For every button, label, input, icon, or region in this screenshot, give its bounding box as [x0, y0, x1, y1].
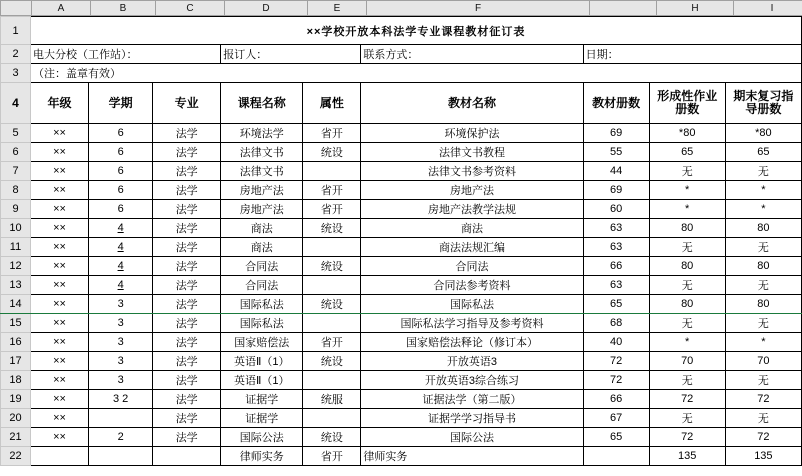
- cell-count[interactable]: 69: [583, 181, 649, 200]
- row-header-21[interactable]: 21: [1, 428, 31, 447]
- cell-count[interactable]: 69: [583, 124, 649, 143]
- cell-course[interactable]: 律师实务: [221, 447, 303, 466]
- cell-book[interactable]: 国际私法学习指导及参考资料: [361, 314, 583, 333]
- cell-book[interactable]: 商法: [361, 219, 583, 238]
- cell-book[interactable]: 房地产法教学法规: [361, 200, 583, 219]
- header-major[interactable]: 专业: [153, 83, 221, 124]
- cell-grade[interactable]: ××: [31, 409, 89, 428]
- header-book[interactable]: 教材名称: [361, 83, 583, 124]
- cell-review[interactable]: *: [725, 200, 801, 219]
- cell-course[interactable]: 商法: [221, 238, 303, 257]
- header-review-guide-count[interactable]: 期末复习指导册数: [725, 83, 801, 124]
- cell-review[interactable]: 72: [725, 428, 801, 447]
- cell-book[interactable]: 商法法规汇编: [361, 238, 583, 257]
- table-row: [1, 371, 802, 390]
- header-term[interactable]: 学期: [89, 83, 153, 124]
- row-header-8[interactable]: 8: [1, 181, 31, 200]
- cell-attribute[interactable]: [303, 162, 361, 181]
- cell-count[interactable]: 63: [583, 238, 649, 257]
- cell-course[interactable]: 商法: [221, 219, 303, 238]
- table-row: [1, 314, 802, 333]
- cell-grade[interactable]: ××: [31, 124, 89, 143]
- cell-course[interactable]: 英语Ⅱ（1）: [221, 371, 303, 390]
- row-header-18[interactable]: 18: [1, 371, 31, 390]
- column-header-d[interactable]: D: [225, 1, 308, 16]
- cell-grade[interactable]: ××: [31, 219, 89, 238]
- column-header-f[interactable]: F: [367, 1, 590, 16]
- cell-count[interactable]: 72: [583, 371, 649, 390]
- cell-major[interactable]: 法学: [153, 219, 221, 238]
- row-header-2[interactable]: 2: [1, 45, 31, 64]
- cell-term[interactable]: 4: [89, 257, 153, 276]
- column-header-e[interactable]: E: [308, 1, 367, 16]
- cell-review[interactable]: 无: [725, 409, 801, 428]
- cell-book[interactable]: 国际公法: [361, 428, 583, 447]
- cell-homework[interactable]: 72: [649, 390, 725, 409]
- cell-attribute[interactable]: [303, 371, 361, 390]
- cell-major[interactable]: 法学: [153, 257, 221, 276]
- cell-attribute[interactable]: [303, 409, 361, 428]
- row-header-17[interactable]: 17: [1, 352, 31, 371]
- cell-book[interactable]: 国际私法: [361, 295, 583, 314]
- row-header-10[interactable]: 10: [1, 219, 31, 238]
- cell-grade[interactable]: ××: [31, 200, 89, 219]
- cell-count[interactable]: 65: [583, 428, 649, 447]
- cell-major[interactable]: 法学: [153, 181, 221, 200]
- cell-book[interactable]: 律师实务: [361, 447, 583, 466]
- cell-major[interactable]: 法学: [153, 352, 221, 371]
- table-row: [1, 143, 802, 162]
- cell-review[interactable]: 72: [725, 390, 801, 409]
- cell-attribute[interactable]: 统服: [303, 390, 361, 409]
- cell-attribute[interactable]: 省开: [303, 200, 361, 219]
- column-header-row: [0, 0, 802, 16]
- column-header-b[interactable]: B: [91, 1, 156, 16]
- cell-course[interactable]: 证据学: [221, 409, 303, 428]
- cell-grade[interactable]: ××: [31, 371, 89, 390]
- cell-term[interactable]: 6: [89, 143, 153, 162]
- cell-count[interactable]: 66: [583, 390, 649, 409]
- orderer-label[interactable]: 报订人：: [221, 45, 361, 64]
- select-all-corner[interactable]: [1, 1, 32, 16]
- cell-course[interactable]: 环境法学: [221, 124, 303, 143]
- cell-review[interactable]: 80: [725, 219, 801, 238]
- row-header-3[interactable]: 3: [1, 64, 31, 83]
- row-header-20[interactable]: 20: [1, 409, 31, 428]
- row-header-1[interactable]: 1: [1, 17, 31, 45]
- cell-homework[interactable]: *80: [649, 124, 725, 143]
- cell-homework[interactable]: 70: [649, 352, 725, 371]
- cell-attribute[interactable]: [303, 314, 361, 333]
- worksheet-grid: [0, 16, 802, 466]
- cell-course[interactable]: 国际公法: [221, 428, 303, 447]
- cell-term[interactable]: 6: [89, 162, 153, 181]
- table-row: [1, 390, 802, 409]
- cell-attribute[interactable]: 统设: [303, 219, 361, 238]
- cell-review[interactable]: 80: [725, 295, 801, 314]
- cell-course[interactable]: 房地产法: [221, 200, 303, 219]
- row-header-15[interactable]: 15: [1, 314, 31, 333]
- cell-term[interactable]: 3: [89, 295, 153, 314]
- table-row: [1, 257, 802, 276]
- row-header-5[interactable]: 5: [1, 124, 31, 143]
- cell-count[interactable]: 65: [583, 295, 649, 314]
- row-header-22[interactable]: 22: [1, 447, 31, 466]
- cell-attribute[interactable]: 统设: [303, 143, 361, 162]
- cell-grade[interactable]: ××: [31, 295, 89, 314]
- cell-count[interactable]: 55: [583, 143, 649, 162]
- cell-review[interactable]: 135: [725, 447, 801, 466]
- cell-major[interactable]: 法学: [153, 428, 221, 447]
- contact-label[interactable]: 联系方式：: [361, 45, 583, 64]
- cell-major[interactable]: 法学: [153, 124, 221, 143]
- row-header-9[interactable]: 9: [1, 200, 31, 219]
- cell-count[interactable]: 60: [583, 200, 649, 219]
- cell-attribute[interactable]: 统设: [303, 352, 361, 371]
- cell-course[interactable]: 法律文书: [221, 143, 303, 162]
- cell-count[interactable]: [583, 447, 649, 466]
- table-row: [1, 45, 802, 64]
- table-row: [1, 181, 802, 200]
- cell-course[interactable]: 国际私法: [221, 295, 303, 314]
- cell-course[interactable]: 证据学: [221, 390, 303, 409]
- cell-term[interactable]: 3: [89, 352, 153, 371]
- cell-review[interactable]: 无: [725, 238, 801, 257]
- cell-homework[interactable]: 无: [649, 409, 725, 428]
- cell-course[interactable]: 英语Ⅱ（1）: [221, 352, 303, 371]
- cell-term[interactable]: 4: [89, 219, 153, 238]
- cell-book[interactable]: 法律文书参考资料: [361, 162, 583, 181]
- cell-major[interactable]: 法学: [153, 200, 221, 219]
- cell-grade[interactable]: ××: [31, 390, 89, 409]
- header-count[interactable]: 教材册数: [583, 83, 649, 124]
- cell-term[interactable]: 6: [89, 181, 153, 200]
- column-header-i[interactable]: I: [734, 1, 802, 16]
- cell-major[interactable]: 法学: [153, 276, 221, 295]
- table-row: [1, 447, 802, 466]
- table-header-row: [1, 83, 802, 124]
- cell-grade[interactable]: ××: [31, 352, 89, 371]
- cell-review[interactable]: *: [725, 181, 801, 200]
- cell-attribute[interactable]: 省开: [303, 124, 361, 143]
- cell-book[interactable]: 证据学学习指导书: [361, 409, 583, 428]
- column-header-g[interactable]: [590, 1, 657, 16]
- document-title[interactable]: ××学校开放本科法学专业课程教材征订表: [31, 17, 802, 45]
- cell-grade[interactable]: ××: [31, 333, 89, 352]
- cell-major[interactable]: 法学: [153, 409, 221, 428]
- cell-attribute[interactable]: [303, 238, 361, 257]
- cell-count[interactable]: 63: [583, 219, 649, 238]
- cell-review[interactable]: 无: [725, 162, 801, 181]
- table-row: [1, 409, 802, 428]
- cell-attribute[interactable]: 省开: [303, 447, 361, 466]
- cell-homework[interactable]: 72: [649, 428, 725, 447]
- cell-review[interactable]: 80: [725, 257, 801, 276]
- table-row: [1, 333, 802, 352]
- note-text[interactable]: （注：盖章有效）: [31, 64, 802, 83]
- cell-book[interactable]: 国家赔偿法释论（修订本）: [361, 333, 583, 352]
- cell-major[interactable]: 法学: [153, 314, 221, 333]
- row-header-11[interactable]: 11: [1, 238, 31, 257]
- column-header-h[interactable]: H: [657, 1, 734, 16]
- cell-major[interactable]: 法学: [153, 162, 221, 181]
- cell-homework[interactable]: *: [649, 181, 725, 200]
- cell-attribute[interactable]: [303, 276, 361, 295]
- cell-grade[interactable]: ××: [31, 238, 89, 257]
- cell-book[interactable]: 合同法: [361, 257, 583, 276]
- cell-grade[interactable]: ××: [31, 428, 89, 447]
- table-row: [1, 428, 802, 447]
- cell-term[interactable]: 6: [89, 200, 153, 219]
- cell-course[interactable]: 合同法: [221, 257, 303, 276]
- cell-homework[interactable]: 无: [649, 162, 725, 181]
- branch-label[interactable]: 电大分校（工作站）：: [31, 45, 221, 64]
- cell-major[interactable]: 法学: [153, 295, 221, 314]
- cell-attribute[interactable]: 统设: [303, 295, 361, 314]
- cell-grade[interactable]: [31, 447, 89, 466]
- cell-term[interactable]: 3 2: [89, 390, 153, 409]
- row-header-13[interactable]: 13: [1, 276, 31, 295]
- cell-homework[interactable]: 无: [649, 276, 725, 295]
- cell-homework[interactable]: 135: [649, 447, 725, 466]
- cell-term[interactable]: [89, 447, 153, 466]
- cell-grade[interactable]: ××: [31, 143, 89, 162]
- cell-term[interactable]: [89, 409, 153, 428]
- cell-term[interactable]: 2: [89, 428, 153, 447]
- cell-count[interactable]: 68: [583, 314, 649, 333]
- cell-attribute[interactable]: 统设: [303, 257, 361, 276]
- row-header-16[interactable]: 16: [1, 333, 31, 352]
- table-row: [1, 124, 802, 143]
- cell-count[interactable]: 40: [583, 333, 649, 352]
- table-row: [1, 200, 802, 219]
- cell-course[interactable]: 房地产法: [221, 181, 303, 200]
- cell-review[interactable]: *: [725, 333, 801, 352]
- cell-book[interactable]: 环境保护法: [361, 124, 583, 143]
- cell-term[interactable]: 4: [89, 276, 153, 295]
- cell-attribute[interactable]: 省开: [303, 181, 361, 200]
- cell-grade[interactable]: ××: [31, 276, 89, 295]
- row-header-14[interactable]: 14: [1, 295, 31, 314]
- cell-major[interactable]: 法学: [153, 390, 221, 409]
- cell-course[interactable]: 国际私法: [221, 314, 303, 333]
- cell-homework[interactable]: 80: [649, 295, 725, 314]
- cell-review[interactable]: 无: [725, 371, 801, 390]
- cell-review[interactable]: 65: [725, 143, 801, 162]
- cell-homework[interactable]: 80: [649, 257, 725, 276]
- cell-term[interactable]: 6: [89, 124, 153, 143]
- cell-homework[interactable]: 65: [649, 143, 725, 162]
- cell-major[interactable]: 法学: [153, 333, 221, 352]
- cell-homework[interactable]: *: [649, 200, 725, 219]
- column-header-c[interactable]: C: [156, 1, 225, 16]
- cell-attribute[interactable]: 统设: [303, 428, 361, 447]
- cell-count[interactable]: 66: [583, 257, 649, 276]
- cell-grade[interactable]: ××: [31, 162, 89, 181]
- cell-homework[interactable]: 无: [649, 371, 725, 390]
- row-header-7[interactable]: 7: [1, 162, 31, 181]
- cell-grade[interactable]: ××: [31, 257, 89, 276]
- cell-book[interactable]: 证据法学（第二版）: [361, 390, 583, 409]
- table-row: [1, 162, 802, 181]
- header-course[interactable]: 课程名称: [221, 83, 303, 124]
- cell-count[interactable]: 67: [583, 409, 649, 428]
- cell-count[interactable]: 72: [583, 352, 649, 371]
- cell-course[interactable]: 合同法: [221, 276, 303, 295]
- column-header-a[interactable]: A: [32, 1, 91, 16]
- cell-book[interactable]: 开放英语3: [361, 352, 583, 371]
- header-homework-count[interactable]: 形成性作业册数: [649, 83, 725, 124]
- cell-grade[interactable]: ××: [31, 181, 89, 200]
- cell-attribute[interactable]: 省开: [303, 333, 361, 352]
- row-header-4[interactable]: 4: [1, 83, 31, 124]
- cell-homework[interactable]: *: [649, 333, 725, 352]
- table-row: [1, 276, 802, 295]
- header-attribute[interactable]: 属性: [303, 83, 361, 124]
- cell-grade[interactable]: ××: [31, 314, 89, 333]
- table-row: [1, 352, 802, 371]
- cell-review[interactable]: 无: [725, 314, 801, 333]
- cell-major[interactable]: [153, 447, 221, 466]
- row-header-19[interactable]: 19: [1, 390, 31, 409]
- table-row: [1, 219, 802, 238]
- cell-review[interactable]: 无: [725, 276, 801, 295]
- cell-book[interactable]: 房地产法: [361, 181, 583, 200]
- cell-term[interactable]: 3: [89, 371, 153, 390]
- cell-term[interactable]: 3: [89, 314, 153, 333]
- cell-review[interactable]: 70: [725, 352, 801, 371]
- row-header-12[interactable]: 12: [1, 257, 31, 276]
- cell-major[interactable]: 法学: [153, 238, 221, 257]
- cell-book[interactable]: 合同法参考资料: [361, 276, 583, 295]
- cell-course[interactable]: 法律文书: [221, 162, 303, 181]
- cell-course[interactable]: 国家赔偿法: [221, 333, 303, 352]
- cell-major[interactable]: 法学: [153, 143, 221, 162]
- cell-count[interactable]: 44: [583, 162, 649, 181]
- cell-homework[interactable]: 无: [649, 238, 725, 257]
- date-label[interactable]: 日期：: [583, 45, 801, 64]
- table-row: [1, 64, 802, 83]
- cell-term[interactable]: 3: [89, 333, 153, 352]
- cell-term[interactable]: 4: [89, 238, 153, 257]
- cell-homework[interactable]: 80: [649, 219, 725, 238]
- cell-major[interactable]: 法学: [153, 371, 221, 390]
- cell-book[interactable]: 开放英语3综合练习: [361, 371, 583, 390]
- row-header-6[interactable]: 6: [1, 143, 31, 162]
- header-grade[interactable]: 年级: [31, 83, 89, 124]
- cell-count[interactable]: 63: [583, 276, 649, 295]
- table-row: [1, 238, 802, 257]
- cell-book[interactable]: 法律文书教程: [361, 143, 583, 162]
- cell-review[interactable]: *80: [725, 124, 801, 143]
- table-row: [1, 295, 802, 314]
- cell-homework[interactable]: 无: [649, 314, 725, 333]
- table-row: [1, 17, 802, 45]
